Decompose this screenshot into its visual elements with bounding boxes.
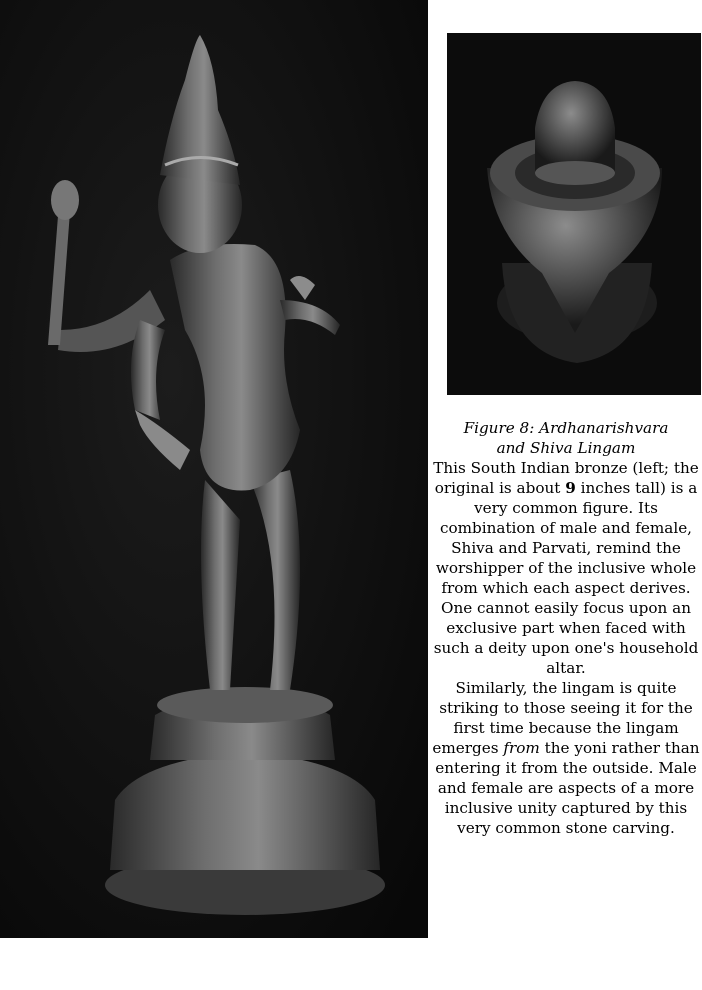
caption-p1-bold: 9 xyxy=(565,479,576,497)
caption-paragraph-2 xyxy=(430,678,702,838)
caption-p1-text-a: This South Indian bronze (left; the original is about xyxy=(433,459,699,497)
caption-title-line2: and Shiva Lingam xyxy=(496,439,636,457)
caption-p2-text-b: the yoni rather than entering it from the outside. Male and female are aspects of a more inclusive unity captured by this very common stone carving. xyxy=(435,739,700,837)
caption-title-line1: Figure 8: Ardhanarishvara xyxy=(463,419,669,437)
caption-p2-italic: from xyxy=(503,739,540,757)
figure-caption xyxy=(430,418,702,838)
shiva-lingam-photo xyxy=(447,33,701,395)
caption-p2-text-a: Similarly, the lingam is quite striking to those seeing it for the first time because the lingam emerges xyxy=(432,679,693,757)
caption-paragraph-1 xyxy=(430,458,702,678)
caption-p1-text-b: inches tall) is a very common figure. Its combination of male and female, Shiva and Parvati, remind the worshipper of the inclusive whole from which each aspect derives. One cannot easily focus upon an exclusive part when faced with such a deity upon one's household altar. xyxy=(433,479,699,677)
